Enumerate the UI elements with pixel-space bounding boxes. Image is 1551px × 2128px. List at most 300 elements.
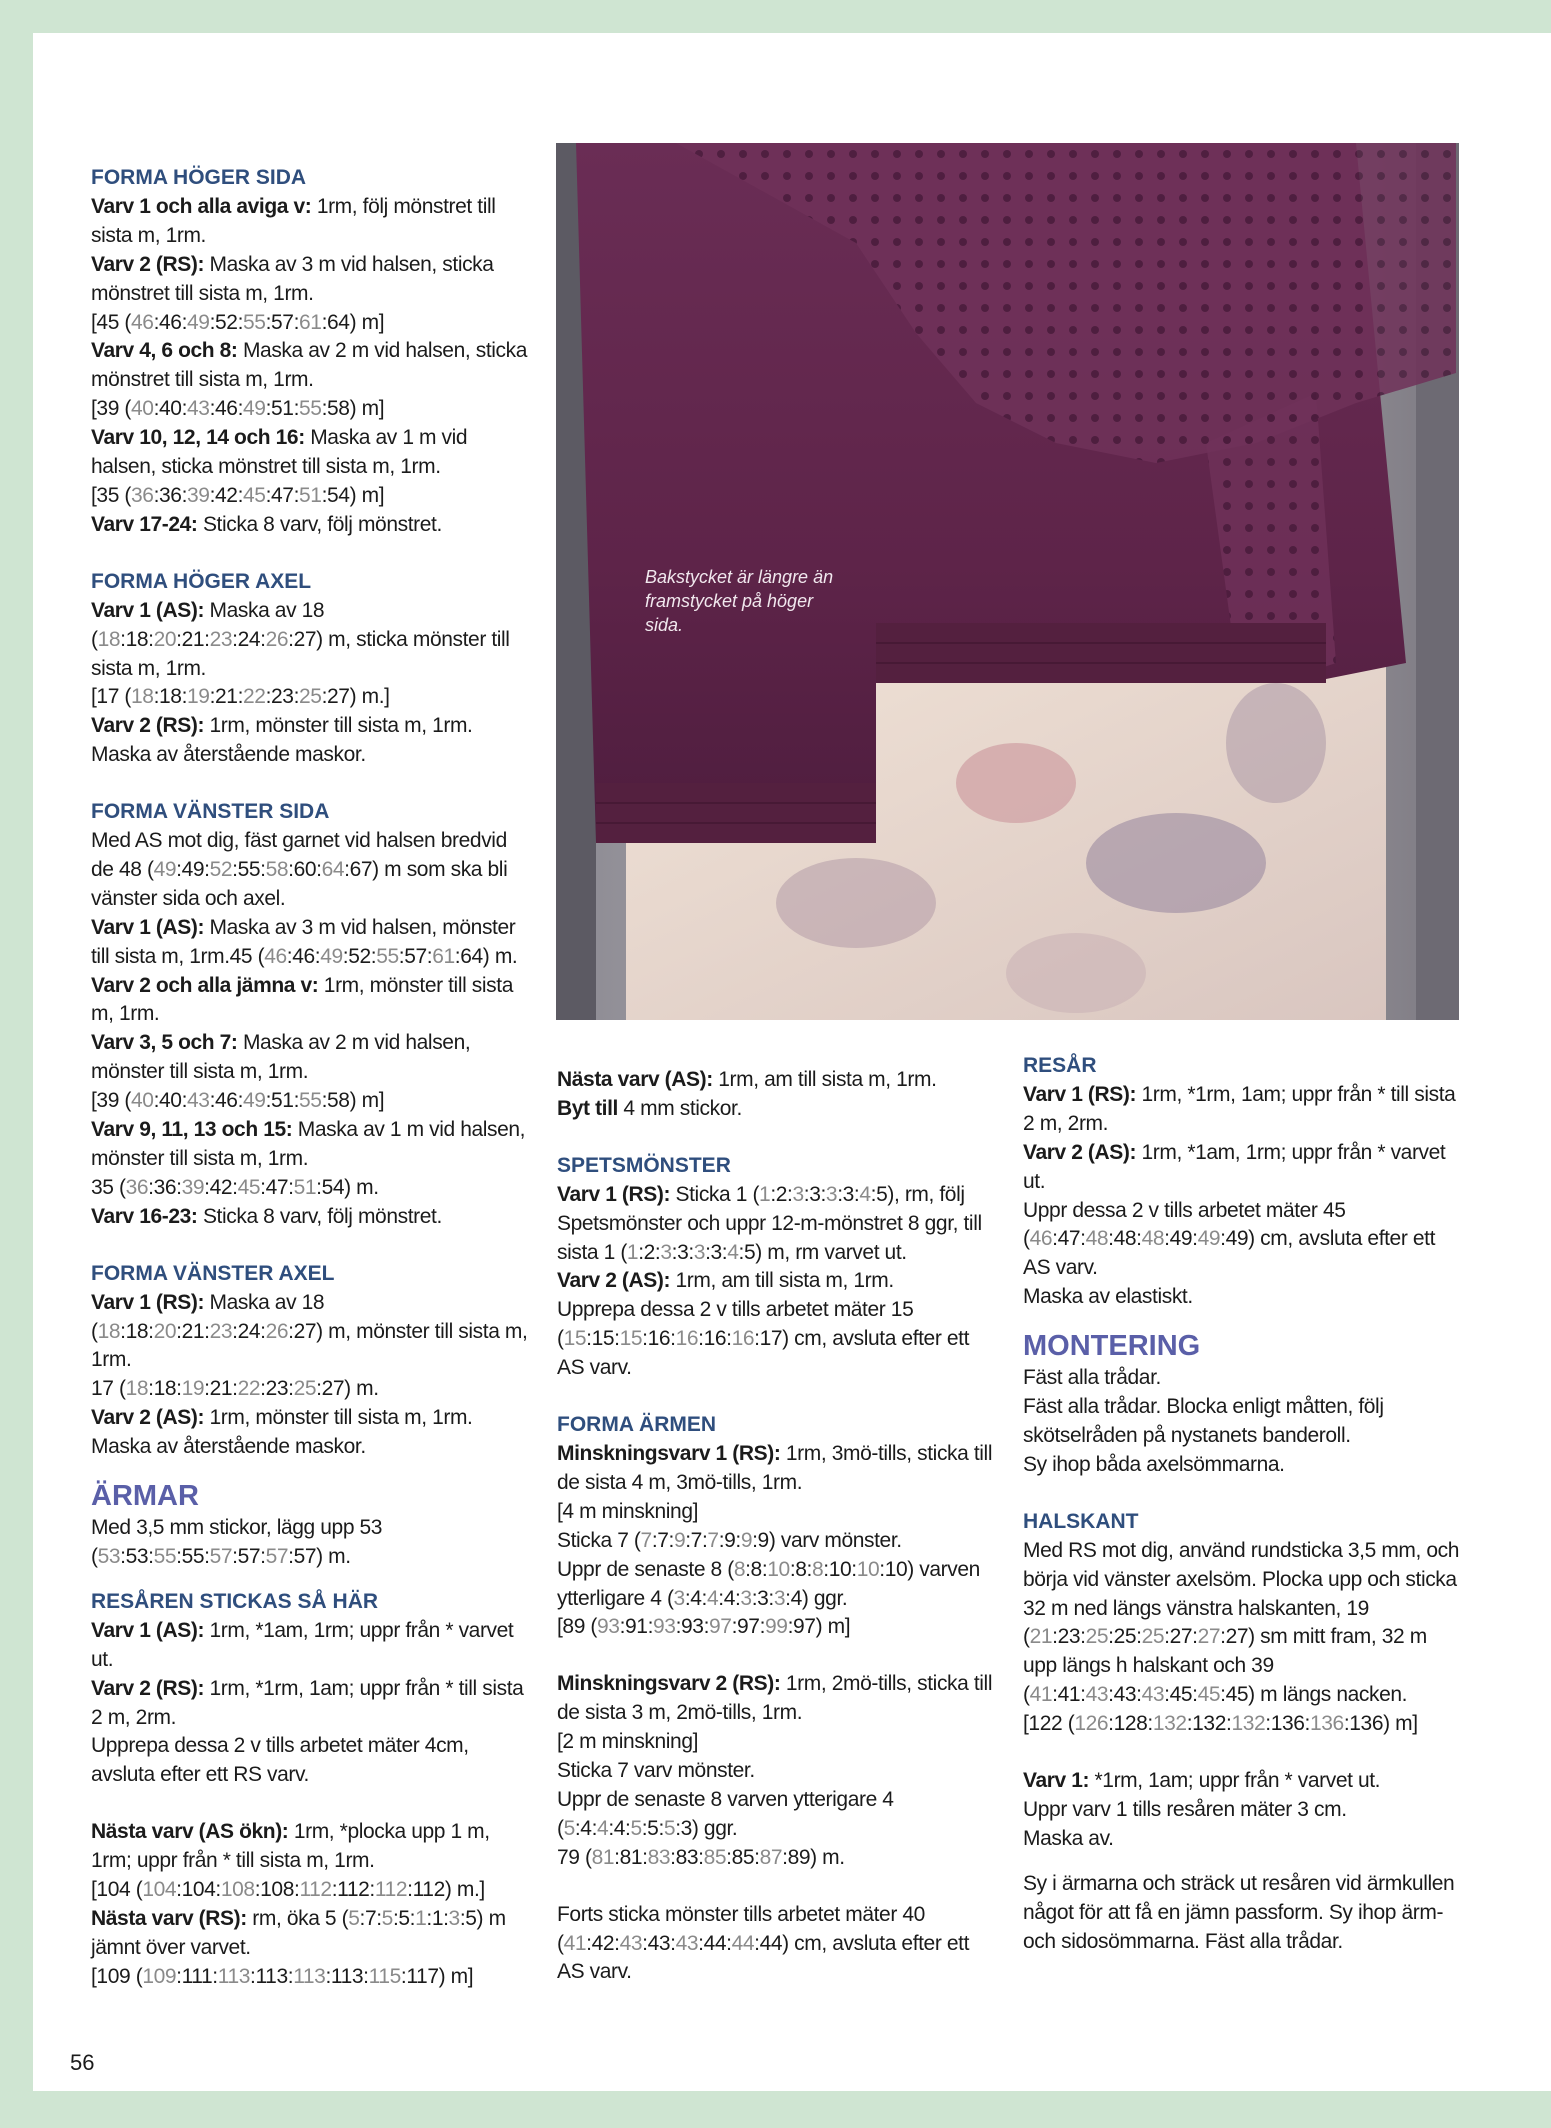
size-value: 20 xyxy=(153,1319,177,1343)
instruction-text: :17) cm, avsluta efter ett AS varv. xyxy=(557,1327,970,1380)
size-value: 10 xyxy=(856,1557,880,1581)
size-value: 55 xyxy=(153,1544,177,1568)
instruction-text: :10: xyxy=(823,1557,857,1581)
instruction-text: :53: xyxy=(120,1544,154,1568)
instruction-text: :51: xyxy=(265,1089,300,1113)
instruction-paragraph xyxy=(91,914,531,972)
row-label: Varv 1 och alla aviga v: xyxy=(91,194,317,218)
instruction-paragraph xyxy=(91,1617,531,1675)
section-heading: SPETSMÖNSTER xyxy=(557,1153,731,1177)
instruction-text: :21: xyxy=(209,685,244,709)
size-value: 45 xyxy=(237,1175,261,1199)
instruction-paragraph xyxy=(557,1757,997,1786)
instruction-text: :23: xyxy=(260,1377,294,1401)
size-value: 8 xyxy=(812,1557,824,1581)
instruction-text: [109 ( xyxy=(91,1964,143,1988)
size-value: 3 xyxy=(448,1906,460,1930)
instruction-text: :2: xyxy=(770,1182,793,1206)
instruction-paragraph xyxy=(1023,1870,1463,1957)
row-label: Minskningsvarv 2 (RS): xyxy=(557,1672,786,1696)
size-value: 7 xyxy=(640,1528,652,1552)
row-label: Varv 1 (RS): xyxy=(557,1182,676,1206)
section-heading: ÄRMAR xyxy=(91,1480,199,1513)
instruction-text: :58) m] xyxy=(321,397,385,421)
size-value: 53 xyxy=(97,1544,121,1568)
instruction-paragraph xyxy=(91,424,531,482)
instruction-text: :57: xyxy=(265,310,300,334)
size-value: 113 xyxy=(217,1964,251,1988)
size-value: 40 xyxy=(131,1089,154,1113)
size-value: 25 xyxy=(1085,1625,1109,1649)
size-value: 1 xyxy=(759,1182,771,1206)
instruction-text: [45 ( xyxy=(91,310,132,334)
size-value: 52 xyxy=(209,857,233,881)
size-value: 3 xyxy=(740,1586,752,1610)
row-label: Varv 1 (RS): xyxy=(1023,1082,1142,1106)
instruction-text: Med RS mot dig, använd rundsticka 3,5 mm, och börja vid vänster axelsöm. Plocka upp och sticka 32 m ned längs vänstra halskanten, 19 ( xyxy=(1023,1538,1460,1649)
instruction-text: :57: xyxy=(232,1544,266,1568)
size-value: 41 xyxy=(1029,1683,1053,1707)
instruction-text: :41: xyxy=(1052,1683,1086,1707)
instruction-paragraph xyxy=(91,309,531,338)
size-value: 109 xyxy=(142,1964,177,1988)
instruction-text: [39 ( xyxy=(91,1089,132,1113)
size-value: 49 xyxy=(320,944,343,968)
instruction-text: Maska av 1 m vid halsen, sticka mönstret till sista m, 1rm. xyxy=(91,426,468,479)
size-value: 41 xyxy=(563,1931,587,1955)
instruction-text: Upprepa dessa 2 v tills arbetet mäter 4cm, avsluta efter ett RS varv. xyxy=(91,1734,469,1787)
instruction-text: :5: xyxy=(641,1816,664,1840)
size-value: 1 xyxy=(415,1906,427,1930)
instruction-paragraph xyxy=(1023,1710,1463,1739)
size-value: 44 xyxy=(731,1931,755,1955)
size-value: 40 xyxy=(131,397,154,421)
instruction-text: :52: xyxy=(209,310,244,334)
instruction-text: :51: xyxy=(265,397,300,421)
size-value: 49 xyxy=(243,397,266,421)
size-value: 108 xyxy=(220,1878,255,1902)
instruction-paragraph xyxy=(557,1296,997,1383)
section-heading: FORMA HÖGER AXEL xyxy=(91,569,312,593)
spacer xyxy=(557,1124,997,1152)
size-value: 15 xyxy=(563,1327,587,1351)
instruction-text: Uppr dessa 2 v tills arbetet mäter 45 ( xyxy=(1023,1198,1346,1251)
instruction-text: :2: xyxy=(638,1240,661,1264)
instruction-text: :136: xyxy=(1265,1712,1310,1736)
instruction-text: :46: xyxy=(209,397,244,421)
size-value: 43 xyxy=(1141,1683,1165,1707)
instruction-paragraph xyxy=(91,1375,531,1404)
instruction-text: :46: xyxy=(286,944,321,968)
spacer xyxy=(91,770,531,798)
size-value: 23 xyxy=(209,1319,233,1343)
row-label: Varv 2 (RS): xyxy=(91,714,210,738)
instruction-text: :46: xyxy=(209,1089,244,1113)
instruction-paragraph xyxy=(91,1174,531,1203)
instruction-text: :27: xyxy=(1164,1625,1198,1649)
size-value: 43 xyxy=(1085,1683,1109,1707)
instruction-text: Sy i ärmarna och sträck ut resåren vid ärmkullen något för att få en jämn passform. Sy ihop ärm- och sidosömmarna. Fäst alla trådar. xyxy=(1023,1871,1455,1953)
instruction-paragraph xyxy=(557,1844,997,1873)
instruction-paragraph xyxy=(91,1818,531,1876)
instruction-text: :5) m jämnt över varvet. xyxy=(91,1906,506,1959)
size-value: 39 xyxy=(181,1175,205,1199)
row-label: Byt till xyxy=(557,1096,624,1120)
size-value: 113 xyxy=(293,1964,326,1988)
instruction-text: :25: xyxy=(1108,1625,1142,1649)
instruction-text: Maska av 18 ( xyxy=(91,598,325,651)
size-value: 61 xyxy=(299,310,322,334)
size-value: 23 xyxy=(209,627,233,651)
size-value: 3 xyxy=(660,1240,672,1264)
instruction-text: :16: xyxy=(698,1327,732,1351)
size-value: 4 xyxy=(597,1816,609,1840)
instruction-text: 1rm, följ mönstret till sista m, 1rm. xyxy=(91,194,496,247)
instruction-text: :4: xyxy=(574,1816,598,1840)
instruction-text: :58) m] xyxy=(321,1089,385,1113)
page-number: 56 xyxy=(70,2050,95,2075)
instruction-paragraph xyxy=(91,1116,531,1174)
instruction-text: :97) m] xyxy=(787,1615,851,1639)
size-value: 25 xyxy=(293,1377,317,1401)
instruction-text: :113: xyxy=(325,1964,369,1988)
instruction-paragraph xyxy=(557,1786,997,1844)
instruction-text: :57) m. xyxy=(288,1544,351,1568)
size-value: 93 xyxy=(597,1615,620,1639)
photo-caption: Bakstycket är längre än framstycket på höger sida. xyxy=(645,567,834,635)
instruction-text: Uppr de senaste 8 ( xyxy=(557,1557,734,1581)
instruction-text: Med 3,5 mm stickor, lägg upp 53 ( xyxy=(91,1516,383,1568)
instruction-text: 1rm, *1am, 1rm; uppr från * varvet ut. xyxy=(1023,1140,1446,1193)
size-value: 48 xyxy=(1141,1227,1165,1251)
instruction-text: :7: xyxy=(359,1906,382,1930)
instruction-text: :91: xyxy=(619,1615,654,1639)
instruction-paragraph xyxy=(557,1066,997,1095)
size-value: 97 xyxy=(709,1615,732,1639)
instruction-text: [17 ( xyxy=(91,685,132,709)
instruction-text: 1rm, mönster till sista m, 1rm. Maska av återstående maskor. xyxy=(91,714,473,767)
instruction-text: :57: xyxy=(398,944,433,968)
instruction-text: [4 m minskning] xyxy=(557,1499,699,1523)
size-value: 51 xyxy=(299,483,322,507)
instruction-text: :3: xyxy=(751,1586,774,1610)
size-value: 16 xyxy=(675,1327,699,1351)
size-value: 5 xyxy=(348,1906,360,1930)
instruction-text: :49: xyxy=(176,857,210,881)
instruction-text: 1rm, *1rm, 1am; uppr från * till sista 2 m, 2rm. xyxy=(1023,1082,1456,1135)
instruction-text: :89) m. xyxy=(782,1845,845,1869)
spacer xyxy=(91,1790,531,1818)
spacer xyxy=(557,1383,997,1411)
size-value: 4 xyxy=(859,1182,871,1206)
size-value: 7 xyxy=(707,1528,719,1552)
instruction-text: Maska av 1 m vid halsen, mönster till sista m, 1rm. xyxy=(91,1118,526,1170)
instruction-paragraph xyxy=(91,251,531,309)
instruction-text: Sticka 1 ( xyxy=(675,1182,760,1206)
size-value: 5 xyxy=(381,1906,393,1930)
instruction-text: :49: xyxy=(1164,1227,1198,1251)
instruction-text: :136) m] xyxy=(1343,1712,1418,1736)
instruction-text: :111: xyxy=(176,1964,218,1988)
size-value: 49 xyxy=(243,1089,266,1113)
instruction-text: :23: xyxy=(1052,1625,1086,1649)
spacer xyxy=(91,1572,531,1588)
size-value: 10 xyxy=(767,1557,790,1581)
instruction-paragraph xyxy=(91,1203,531,1232)
instruction-text: Maska av 3 m vid halsen, sticka mönstret till sista m, 1rm. xyxy=(91,252,494,305)
instruction-text: :47: xyxy=(1052,1227,1086,1251)
instruction-text: 1rm, mönster till sista m, 1rm. Maska av återstående maskor. xyxy=(91,1406,473,1459)
instruction-text: :8: xyxy=(745,1557,768,1581)
row-label: Nästa varv (AS): xyxy=(557,1068,719,1091)
size-value: 49 xyxy=(1197,1227,1221,1251)
instruction-text: 1rm, am till sista m, 1rm. xyxy=(718,1068,937,1091)
instruction-text: :49) cm, avsluta efter ett AS varv. xyxy=(1023,1227,1436,1280)
row-label: Varv 1: xyxy=(1023,1769,1095,1793)
instruction-text: :3: xyxy=(705,1240,728,1264)
instruction-paragraph xyxy=(557,1498,997,1527)
instruction-paragraph xyxy=(557,1267,997,1296)
size-value: 45 xyxy=(243,483,266,507)
column-middle xyxy=(557,1066,997,1987)
instruction-paragraph xyxy=(1023,1537,1463,1710)
instruction-text: :27) m. xyxy=(316,1377,379,1401)
instruction-text: :45: xyxy=(1164,1683,1198,1707)
section-heading: FORMA HÖGER SIDA xyxy=(91,166,307,189)
instruction-paragraph xyxy=(1023,1364,1463,1393)
instruction-paragraph xyxy=(1023,1796,1463,1825)
instruction-paragraph xyxy=(91,972,531,1030)
instruction-text: Maska av. xyxy=(1023,1826,1114,1850)
instruction-text: :128: xyxy=(1108,1712,1153,1736)
size-value: 45 xyxy=(1197,1683,1221,1707)
instruction-text: :7: xyxy=(651,1528,674,1552)
spacer xyxy=(1023,1480,1463,1508)
instruction-paragraph xyxy=(557,1181,997,1268)
size-value: 4 xyxy=(706,1586,719,1610)
instruction-text: :3: xyxy=(671,1240,694,1264)
instruction-text: Fäst alla trådar. xyxy=(1023,1366,1161,1390)
instruction-text: :24: xyxy=(232,627,266,651)
instruction-paragraph xyxy=(91,1732,531,1790)
instruction-text: :27) m.] xyxy=(321,685,390,709)
row-label: Varv 2 (AS): xyxy=(1023,1140,1142,1164)
instruction-paragraph xyxy=(91,1087,531,1116)
instruction-text: :47: xyxy=(265,483,300,507)
size-value: 3 xyxy=(773,1586,786,1610)
instruction-paragraph xyxy=(91,1514,531,1572)
instruction-text: :47: xyxy=(260,1175,294,1199)
size-value: 112 xyxy=(299,1878,332,1902)
instruction-text: 35 ( xyxy=(91,1175,126,1199)
instruction-text: Uppr de senaste 8 varven ytterigare 4 ( xyxy=(557,1787,894,1840)
instruction-paragraph xyxy=(557,1728,997,1757)
instruction-text: :5) m, rm varvet ut. xyxy=(738,1240,907,1264)
instruction-text: :5: xyxy=(392,1906,416,1930)
instruction-paragraph xyxy=(557,1613,997,1642)
instruction-paragraph xyxy=(91,827,531,914)
row-label: Varv 1 (AS): xyxy=(91,915,210,939)
instruction-text: :40: xyxy=(153,397,188,421)
size-value: 20 xyxy=(153,627,177,651)
row-label: Varv 2 (AS): xyxy=(557,1269,676,1293)
instruction-paragraph xyxy=(557,1556,997,1614)
size-value: 83 xyxy=(647,1845,671,1869)
instruction-text: :48: xyxy=(1108,1227,1142,1251)
size-value: 9 xyxy=(740,1528,753,1552)
instruction-text: :40: xyxy=(153,1089,188,1113)
size-value: 18 xyxy=(131,685,154,709)
instruction-text: :9: xyxy=(718,1528,741,1552)
instruction-text: Maska av 3 m vid halsen, mönster till sista m, 1rm.45 ( xyxy=(91,915,516,968)
spacer xyxy=(91,1462,531,1478)
instruction-text: :112) m.] xyxy=(407,1878,485,1902)
instruction-text: 1rm, *1rm, 1am; uppr från * till sista 2 m, 2rm. xyxy=(91,1676,524,1729)
size-value: 43 xyxy=(675,1931,699,1955)
size-value: 49 xyxy=(153,857,177,881)
size-value: 55 xyxy=(299,1089,322,1113)
instruction-text: :81: xyxy=(614,1845,648,1869)
instruction-paragraph xyxy=(91,1404,531,1462)
instruction-text: :18: xyxy=(120,627,154,651)
instruction-text: :24: xyxy=(232,1319,266,1343)
instruction-text: Maska av 2 m vid halsen, mönster till sista m, 1rm. xyxy=(91,1031,471,1084)
instruction-paragraph xyxy=(1023,1081,1463,1139)
instruction-paragraph xyxy=(91,1675,531,1733)
size-value: 48 xyxy=(1085,1227,1109,1251)
instruction-text: :8: xyxy=(789,1557,812,1581)
instruction-text: 1rm, 2mö-tills, sticka till de sista 3 m, 2mö-tills, 1rm. xyxy=(557,1672,993,1725)
size-value: 18 xyxy=(97,627,121,651)
instruction-text: :27) m, sticka mönster till sista m, 1rm. xyxy=(91,627,510,680)
size-value: 136 xyxy=(1310,1712,1344,1736)
instruction-text: :117) m] xyxy=(400,1964,474,1988)
size-value: 18 xyxy=(97,1319,121,1343)
instruction-paragraph xyxy=(1023,1283,1463,1312)
row-label: Nästa varv (AS ökn): xyxy=(91,1820,294,1844)
size-value: 132 xyxy=(1152,1712,1187,1736)
size-value: 112 xyxy=(374,1878,408,1902)
size-value: 3 xyxy=(825,1182,838,1206)
instruction-text: Med AS mot dig, fäst garnet vid halsen bredvid de 48 ( xyxy=(91,829,507,881)
instruction-text: :4) ggr. xyxy=(785,1586,848,1610)
spacer xyxy=(1023,1739,1463,1767)
size-value: 25 xyxy=(299,685,322,709)
size-value: 132 xyxy=(1231,1712,1266,1736)
size-value: 104 xyxy=(142,1878,177,1902)
instruction-text: rm, öka 5 ( xyxy=(252,1906,349,1930)
instruction-text: Uppr varv 1 tills resåren mäter 3 cm. xyxy=(1023,1797,1347,1821)
instruction-text: 1rm, mönster till sista m, 1rm. xyxy=(91,973,513,1026)
instruction-paragraph xyxy=(1023,1825,1463,1854)
section-heading: FORMA VÄNSTER SIDA xyxy=(91,800,330,824)
row-label: Varv 2 och alla jämna v: xyxy=(91,973,324,997)
instruction-text: :54) m. xyxy=(316,1175,379,1199)
instruction-text: :23: xyxy=(265,685,300,709)
row-label: Nästa varv (RS): xyxy=(91,1906,253,1930)
size-value: 39 xyxy=(187,483,210,507)
row-label: Varv 1 (RS): xyxy=(91,1290,210,1314)
instruction-text: :18: xyxy=(153,685,188,709)
size-value: 21 xyxy=(1029,1625,1053,1649)
size-value: 5 xyxy=(563,1816,575,1840)
instruction-paragraph xyxy=(91,1289,531,1376)
spacer xyxy=(91,1232,531,1260)
instruction-text: :112: xyxy=(331,1878,375,1902)
instruction-text: Maska av elastiskt. xyxy=(1023,1285,1193,1309)
size-value: 85 xyxy=(703,1845,727,1869)
size-value: 36 xyxy=(125,1175,149,1199)
instruction-paragraph xyxy=(1023,1393,1463,1451)
instruction-paragraph xyxy=(1023,1139,1463,1197)
instruction-text: :21: xyxy=(204,1377,238,1401)
instruction-text: :27) m, mönster till sista m, 1rm. xyxy=(91,1319,528,1372)
section-heading: RESÅREN STICKAS SÅ HÄR xyxy=(91,1589,379,1613)
instruction-text: :5), rm, följ Spetsmönster och uppr 12-m-mönstret 8 ggr, till sista 1 ( xyxy=(557,1182,982,1264)
size-value: 18 xyxy=(125,1377,149,1401)
instruction-paragraph xyxy=(1023,1197,1463,1284)
size-value: 81 xyxy=(591,1845,615,1869)
instruction-text: :93: xyxy=(675,1615,710,1639)
instruction-text: :132: xyxy=(1186,1712,1232,1736)
size-value: 5 xyxy=(663,1816,676,1840)
instruction-text: :42: xyxy=(204,1175,238,1199)
instruction-text: :55: xyxy=(176,1544,210,1568)
instruction-text: :15: xyxy=(586,1327,620,1351)
instruction-text: :44: xyxy=(698,1931,732,1955)
instruction-text: Sticka 7 ( xyxy=(557,1528,641,1552)
row-label: Varv 16-23: xyxy=(91,1204,203,1228)
instruction-text: :4: xyxy=(608,1816,631,1840)
instruction-text: :21: xyxy=(176,1319,210,1343)
size-value: 8 xyxy=(733,1557,746,1581)
instruction-text: [89 ( xyxy=(557,1615,598,1639)
instruction-paragraph xyxy=(91,1905,531,1963)
instruction-text: :64) m. xyxy=(454,944,518,968)
size-value: 27 xyxy=(1197,1625,1221,1649)
instruction-text: :67) m som ska bli vänster sida och axel. xyxy=(91,857,508,910)
size-value: 61 xyxy=(432,944,455,968)
instruction-text: Fäst alla trådar. Blocka enligt måtten, följ skötselråden på nystanets banderoll. xyxy=(1023,1395,1384,1447)
instruction-text: :64) m] xyxy=(321,310,385,334)
instruction-text: :83: xyxy=(670,1845,704,1869)
instruction-text: :113: xyxy=(250,1964,294,1988)
size-value: 22 xyxy=(237,1377,261,1401)
instruction-paragraph xyxy=(91,395,531,424)
size-value: 15 xyxy=(619,1327,643,1351)
instruction-text: :3: xyxy=(837,1182,860,1206)
size-value: 26 xyxy=(265,627,289,651)
instruction-paragraph xyxy=(557,1095,997,1124)
instruction-text: 17 ( xyxy=(91,1377,126,1401)
spacer xyxy=(1023,1312,1463,1328)
row-label: Varv 3, 5 och 7: xyxy=(91,1031,243,1055)
size-value: 55 xyxy=(243,310,266,334)
row-label: Varv 2 (AS): xyxy=(91,1406,210,1430)
instruction-text: :3) ggr. xyxy=(675,1816,738,1840)
size-value: 99 xyxy=(765,1615,788,1639)
instruction-paragraph xyxy=(91,511,531,540)
size-value: 43 xyxy=(187,397,210,421)
size-value: 51 xyxy=(293,1175,317,1199)
instruction-text: [35 ( xyxy=(91,483,132,507)
instruction-text: :21: xyxy=(176,627,210,651)
instruction-text: :7: xyxy=(685,1528,708,1552)
instruction-text: :104: xyxy=(176,1878,221,1902)
instruction-text: :44) cm, avsluta efter ett AS varv. xyxy=(557,1931,970,1984)
instruction-text: Forts sticka mönster tills arbetet mäter 40 ( xyxy=(557,1902,925,1955)
size-value: 43 xyxy=(187,1089,210,1113)
